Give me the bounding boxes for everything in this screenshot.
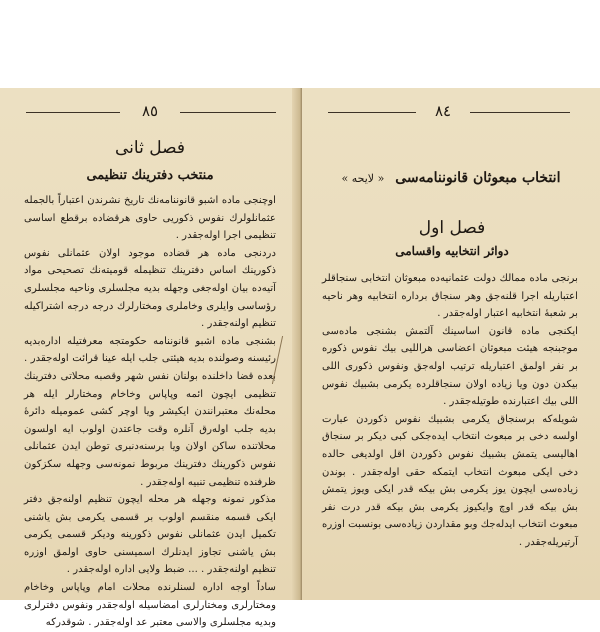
- header-rule: [470, 112, 570, 113]
- article-paragraph: شويله‌كه برسنجاق يكرمى بشبيك نفوس ذكوردن عبارت اولسه دخى بر مبعوث انتخاب ايده‌جكى كبى ديكر بر سنجاق اهاليسى يتمش بشبيك نفوس ذكوردن اقل اولديغى حالده دخى ايكى مبعوث انتخاب ايتمكه حقى اوله‌جقدر . بوندن زياده‌سى ايچون يوز يكرمى بش بيكه قدر ايكى ويوز يتمش بش بيكه قدر اوچ وايكيوز يكرمى بش بيكه قدر درت نفر مبعوث انتخاب ايدله‌جك وبو مقداردن زياده‌سى بونسبت اوزره آرتيريله‌جقدر .: [322, 413, 578, 548]
- left-page: [0, 88, 298, 629]
- header-rule: [26, 112, 120, 113]
- page-number: ٨٤: [434, 102, 452, 120]
- article-paragraph: برنجى ماده ممالك دولت عثمانيه‌ده مبعوثان انتخابى سنجاقلر اعتباريله اجرا قلنه‌جق وهر سنجاق برداره انتخابيه وهر ناحيه بر شعبۀ انتخابيه اعتبار اوله‌جقدر .: [322, 273, 578, 320]
- header-rule: [180, 112, 276, 113]
- page-body: [24, 192, 276, 632]
- section-heading: دوائر انتخابيه واقسامى: [395, 244, 509, 258]
- header-rule: [328, 112, 416, 113]
- page-number: ٨٥: [141, 102, 159, 120]
- article-paragraph: ايكنجى ماده قانون اساسينك آلتمش بشنجى ماده‌سى موجبنجه هيئت مبعوثان اعضاسى هرالليى بيك نفوس ذكوره بر نفر اولمق اعتباريله ترتيب اوله‌جق ونفوس ذكورى اللى بيكدن دون ويا زياده اولان سنجاقلرده يكرمى بشبيك نفوس اللى بيك اعتبارنده طوتيله‌جقدر .: [322, 325, 578, 408]
- section-heading: منتخب دفترينك تنظيمى: [86, 168, 214, 183]
- article-paragraph: اوچنجى ماده اشبو قانوننامه‌نك تاريخ نشرندن اعتباراً بالجمله عثمانلولرك نفوس ذكوريى حاوى هرقضاده برقطع اساسى تنظيمى اجرا اوله‌جقدر .: [24, 195, 276, 242]
- chapter-heading: فصل ثانى: [115, 138, 185, 158]
- right-page: [302, 88, 600, 600]
- chapter-heading: فصل اول: [418, 218, 486, 238]
- title-tag: « لايحه »: [341, 172, 385, 185]
- law-title: انتخاب مبعوثان قانوننامه‌سى: [395, 170, 561, 186]
- article-paragraph: ساداً اوجه اداره لسنلرنده محلات امام وپاپاس وخاخام ومختارلرى ومختارلرى امضاسيله اوله‌جقدر ونفوس دفترلرى وبديه مجلسلرى والاسى معتبر عد اوله‌جقدر . شوقدركه: [24, 582, 276, 629]
- page-body: [322, 270, 578, 552]
- article-paragraph: مذكور نمونه وجهله هر محله ايچون تنظيم اولنه‌جق دفتر ايكى قسمه منقسم اولوب بر قسمى يكرمى بش ياشنى تكميل ايدن عثمانلى نفوس ذكورينه وديكر قسمى يكرمى بش ياشنى تجاوز ايدنلرك اسميسنى حاوى اولمق اوزره تنظيم اولنه‌جقدر . ... ضبط ولايى اداره اوله‌جقدر .: [24, 494, 276, 576]
- article-paragraph: بشنجى ماده اشبو قانوننامه حكومتجه معرفتيله اداره‌بديه رئيسنه وصولنده بديه هيئتى جلب ايله عينا قرائت اوله‌جقدر . بعده قضا داخلنده بولنان نفس شهر وقصبه محلاتى دفترينك تنظيمى ايچون ائمه وپاپاس وخاخام ومختارلر ايله هر محله‌نك معتبرانندن ايكيشر ويا اوچر كشى عموميله دائرۀ بديه جلب اوله‌رق آنلره وقت جاعتدن اولوب ايه اولسون محلاتنده ساكن اولان ويا برسنه‌دنبرى توطن ايدن عثمانلى نفوس ذكورينك دفترينك مربوط نمونه‌سى وجهله سكزكون ظرفنده تنظيمى تنبيه اوله‌جقدر .: [24, 335, 276, 488]
- article-paragraph: دردنجى ماده هر قضاده موجود اولان عثمانلى نفوس ذكورينك اساس دفترينك تنظيمله قوميته‌نك تصحيحى مواد آتيه‌ده بيان اوله‌جغى وجهله بديه مجلسلرى وناحيه مجلسلرى رؤساسى وايلرى وخاملرى ومختارلرك درجه درجه اشتراكيله تنظيم اولنه‌جقدر .: [24, 247, 276, 330]
